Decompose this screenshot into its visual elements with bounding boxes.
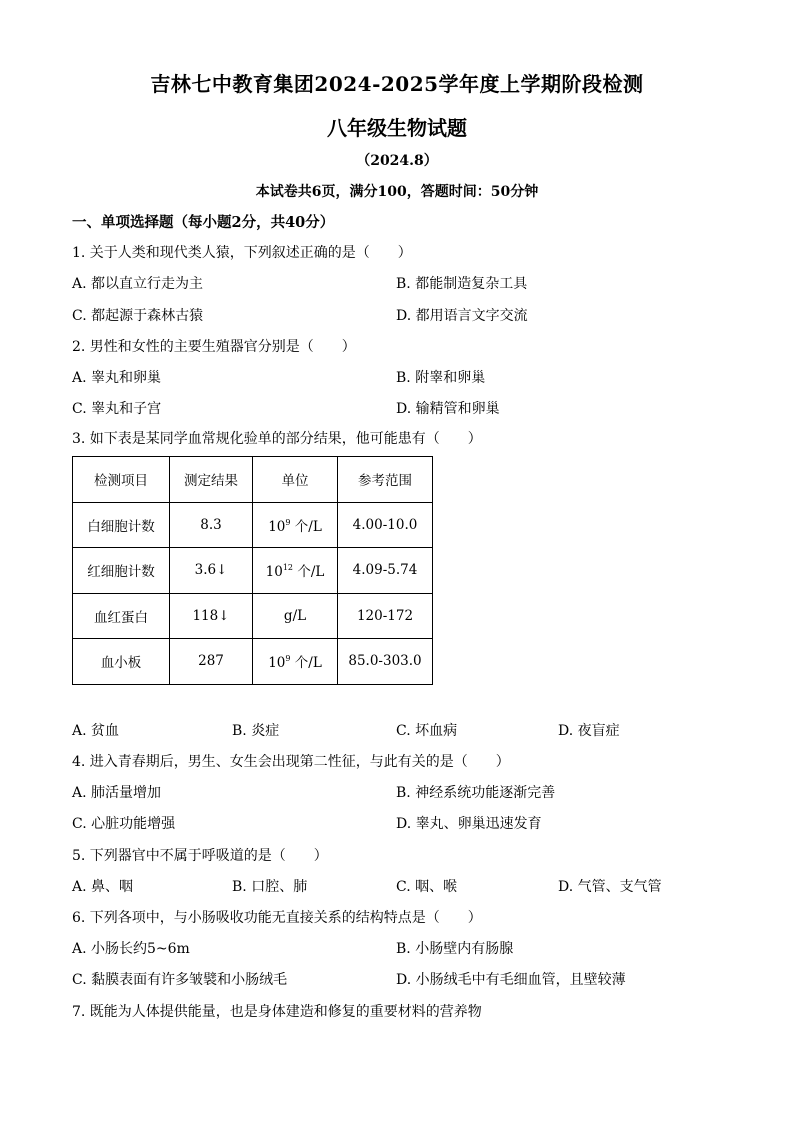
- question-3-option-c[interactable]: C. 坏血病: [396, 723, 458, 739]
- exam-title: 吉林七中教育集团2024-2025学年度上学期阶段检测: [150, 72, 644, 96]
- question-5-option-c[interactable]: C. 咽、喉: [396, 879, 458, 895]
- exam-subtitle: 八年级生物试题: [327, 116, 467, 140]
- question-1-option-b[interactable]: B. 都能制造复杂工具: [396, 276, 528, 292]
- unit-base: 10: [265, 564, 283, 581]
- table-cell-unit: [253, 639, 338, 685]
- table-cell-result: 8.3: [170, 502, 253, 548]
- table-header-row: [73, 457, 433, 503]
- table-header-cell: 单位: [253, 457, 338, 503]
- question-4-option-c[interactable]: C. 心脏功能增强: [72, 816, 176, 832]
- question-5-stem: 5. 下列器官中不属于呼吸道的是（ ）: [72, 848, 328, 864]
- table-cell-result: 3.6↓: [170, 548, 253, 594]
- table-cell-unit: [253, 548, 338, 594]
- unit-exponent: 9: [285, 517, 291, 527]
- table-cell-item: 红细胞计数: [73, 548, 170, 594]
- table-cell-item: 血小板: [73, 639, 170, 685]
- table-cell-unit: [253, 593, 338, 639]
- table-cell-result: 118↓: [170, 593, 253, 639]
- question-2-option-a[interactable]: A. 睾丸和卵巢: [72, 370, 162, 386]
- exam-date: （2024.8）: [356, 153, 438, 169]
- table-row: [73, 639, 433, 685]
- table-cell-range: 85.0-303.0: [338, 639, 433, 685]
- table-row: [73, 502, 433, 548]
- unit-tail: 个/L: [294, 518, 322, 535]
- question-2-stem: 2. 男性和女性的主要生殖器官分别是（ ）: [72, 339, 356, 355]
- unit-base: g/L: [283, 607, 307, 624]
- unit-base: 10: [268, 518, 286, 535]
- unit-exponent: 9: [285, 654, 291, 664]
- question-1-option-a[interactable]: A. 都以直立行走为主: [72, 276, 204, 292]
- question-1-option-c[interactable]: C. 都起源于森林古猿: [72, 308, 204, 324]
- table-row: [73, 593, 433, 639]
- table-cell-range: 120-172: [338, 593, 433, 639]
- question-4-stem: 4. 进入青春期后，男生、女生会出现第二性征，与此有关的是（ ）: [72, 754, 510, 770]
- table-cell-item: 白细胞计数: [73, 502, 170, 548]
- question-7-stem: 7. 既能为人体提供能量，也是身体建造和修复的重要材料的营养物: [72, 1004, 482, 1020]
- question-3-option-a[interactable]: A. 贫血: [72, 723, 120, 739]
- question-2-option-d[interactable]: D. 输精管和卵巢: [396, 401, 500, 417]
- table-cell-range: 4.09-5.74: [338, 548, 433, 594]
- table-header-cell: 检测项目: [73, 457, 170, 503]
- table-cell-unit: [253, 502, 338, 548]
- table-row: [73, 548, 433, 594]
- question-6-option-c[interactable]: C. 黏膜表面有许多皱襞和小肠绒毛: [72, 972, 288, 988]
- question-3-option-d[interactable]: D. 夜盲症: [558, 723, 620, 739]
- question-1-option-d[interactable]: D. 都用语言文字交流: [396, 308, 528, 324]
- unit-base: 10: [268, 655, 286, 672]
- table-header-cell: 测定结果: [170, 457, 253, 503]
- question-6-option-a[interactable]: A. 小肠长约5~6m: [72, 941, 190, 957]
- unit-exponent: 12: [282, 563, 294, 573]
- table-cell-result: 287: [170, 639, 253, 685]
- question-3-option-b[interactable]: B. 炎症: [232, 723, 280, 739]
- question-5-option-d[interactable]: D. 气管、支气管: [558, 879, 662, 895]
- question-6-stem: 6. 下列各项中，与小肠吸收功能无直接关系的结构特点是（ ）: [72, 910, 482, 926]
- question-2-option-c[interactable]: C. 睾丸和子宫: [72, 401, 162, 417]
- question-4-option-d[interactable]: D. 睾丸、卵巢迅速发育: [396, 816, 542, 832]
- unit-tail: 个/L: [297, 564, 325, 581]
- section-heading: 一、单项选择题（每小题2分，共40分）: [72, 214, 335, 231]
- blood-test-table: [72, 456, 433, 685]
- question-5-option-a[interactable]: A. 鼻、咽: [72, 879, 134, 895]
- question-3-stem: 3. 如下表是某同学血常规化验单的部分结果，他可能患有（ ）: [72, 431, 482, 447]
- question-6-option-d[interactable]: D. 小肠绒毛中有毛细血管，且壁较薄: [396, 972, 626, 988]
- table-cell-item: 血红蛋白: [73, 593, 170, 639]
- table-cell-range: 4.00-10.0: [338, 502, 433, 548]
- exam-info: 本试卷共6页，满分100，答题时间：50分钟: [255, 184, 539, 200]
- question-4-option-a[interactable]: A. 肺活量增加: [72, 785, 162, 801]
- table-header-cell: 参考范围: [338, 457, 433, 503]
- question-4-option-b[interactable]: B. 神经系统功能逐渐完善: [396, 785, 556, 801]
- question-1-stem: 1. 关于人类和现代类人猿，下列叙述正确的是（ ）: [72, 245, 412, 261]
- question-5-option-b[interactable]: B. 口腔、肺: [232, 879, 308, 895]
- question-6-option-b[interactable]: B. 小肠壁内有肠腺: [396, 941, 514, 957]
- unit-tail: 个/L: [294, 655, 322, 672]
- question-2-option-b[interactable]: B. 附睾和卵巢: [396, 370, 486, 386]
